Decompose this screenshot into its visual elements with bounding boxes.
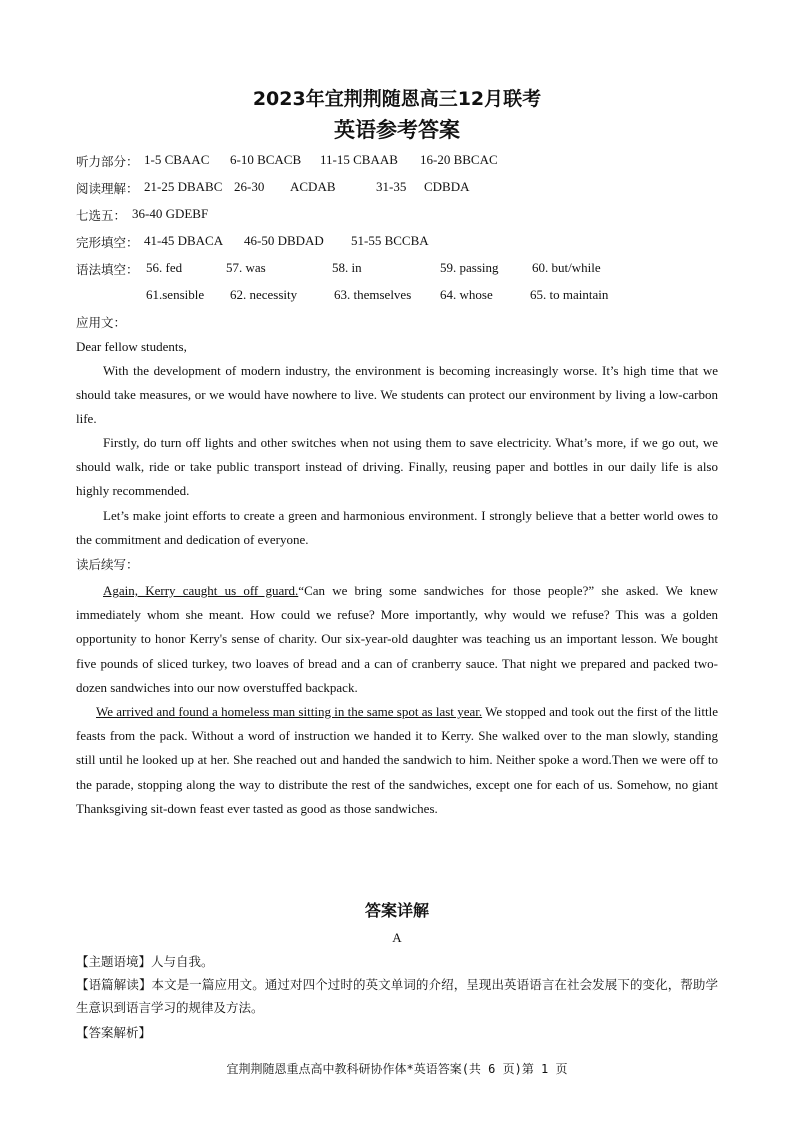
- answer-group: 46-50 DBDAD: [244, 233, 324, 248]
- answer-group: 36-40 GDEBF: [132, 206, 209, 221]
- answer-group: ACDAB: [290, 179, 336, 194]
- grammar-label: 语法填空：: [76, 262, 139, 277]
- letter-salutation: Dear fellow students,: [76, 339, 187, 354]
- writing-label: 应用文：: [76, 315, 127, 330]
- answer-item: 56. fed: [146, 260, 183, 275]
- answer-item: 59. passing: [440, 260, 499, 275]
- underlined-opening-sentence: We arrived and found a homeless man sitting in the same spot as last year.: [96, 704, 483, 719]
- document-subtitle: 英语参考答案: [334, 118, 460, 142]
- page-footer: 宜荆荆随恩重点高中教科研协作体*英语答案(共 6 页)第 1 页: [226, 1062, 568, 1076]
- answer-group: 51-55 BCCBA: [351, 233, 429, 248]
- answer-group: 26-30: [234, 179, 265, 194]
- answer-group: 21-25 DBABC: [144, 179, 223, 194]
- answer-group: 41-45 DBACA: [144, 233, 224, 248]
- answer-group: 1-5 CBAAC: [144, 152, 210, 167]
- continuation-paragraph-2: [76, 700, 718, 821]
- letter-paragraph-2: Firstly, do turn off lights and other switches when not using them to save electricity. What’s more, if we go out, we should walk, ride or take public transport instead of driving. Finally, reusing paper and bottles in our daily life is also highly recommended.: [76, 435, 718, 499]
- details-title: 答案详解: [364, 901, 429, 920]
- answer-group: 31-35: [376, 179, 407, 194]
- exam-title: 2023年宜荆荆随恩高三12月联考: [252, 88, 542, 110]
- answer-group: 6-10 BCACB: [230, 152, 302, 167]
- answer-item: 64. whose: [440, 287, 493, 302]
- passage-analysis: 【语篇解读】本文是一篇应用文。通过对四个过时的英文单词的介绍，呈现出英语语言在社会发展下的变化，帮助学生意识到语言学习的规律及方法。: [76, 977, 718, 1015]
- letter-paragraph-3: Let’s make joint efforts to create a green and harmonious environment. I strongly believe that a better world owes to the commitment and dedication of everyone.: [76, 508, 718, 548]
- listening-label: 听力部分：: [76, 154, 139, 169]
- answer-item: 58. in: [332, 260, 362, 275]
- answer-group: CDBDA: [424, 179, 470, 194]
- answer-item: 62. necessity: [230, 287, 298, 302]
- cloze-label: 完形填空：: [76, 235, 139, 250]
- answer-analysis-heading: 【答案解析】: [76, 1025, 152, 1040]
- letter-paragraph-1: With the development of modern industry, the environment is becoming increasingly worse. It’s high time that we should take measures, or we would have nowhere to live. We students can protect our environment by living a low-carbon life.: [76, 363, 718, 427]
- answer-item: 57. was: [226, 260, 266, 275]
- underlined-opening-sentence: Again, Kerry caught us off guard.: [103, 583, 299, 598]
- continuation-label: 读后续写：: [76, 557, 139, 572]
- theme-context: 【主题语境】人与自我。: [76, 954, 214, 969]
- continuation-paragraph-1: [76, 579, 718, 700]
- answer-item: 65. to maintain: [530, 287, 609, 302]
- seven-label: 七选五：: [76, 208, 127, 223]
- paragraph-text: We stopped and took out the first of the little feasts from the pack. Without a word of instruction we handed it to Kerry. She walked over to the man slowly, standing still until he looked up at her. She reached out and handed the sandwich to him. Neither spoke a word.Then we were off to the parade, stopping along the way to distribute the rest of the sandwiches, except one for each of us. Somehow, no giant Thanksgiving sit-down feast ever tasted as good as those sandwiches.: [76, 704, 719, 816]
- section-letter: A: [392, 930, 402, 945]
- paragraph-text: “Can we bring some sandwiches for those people?” she asked. We knew immediately whom she meant. How could we refuse? More importantly, why would we refuse? This was a golden opportunity to honor Kerry's sense of charity. Our six-year-old daughter was teaching us an important lesson. We bought five pounds of sliced turkey, two loaves of bread and a can of cranberry sauce. That night we prepared and packed two-dozen sandwiches into our now overstuffed backpack.: [76, 583, 718, 695]
- answer-item: 60. but/while: [532, 260, 601, 275]
- answer-group: 11-15 CBAAB: [320, 152, 398, 167]
- answer-group: 16-20 BBCAC: [420, 152, 498, 167]
- answer-item: 61.sensible: [146, 287, 205, 302]
- answer-item: 63. themselves: [334, 287, 412, 302]
- reading-label: 阅读理解：: [76, 181, 139, 196]
